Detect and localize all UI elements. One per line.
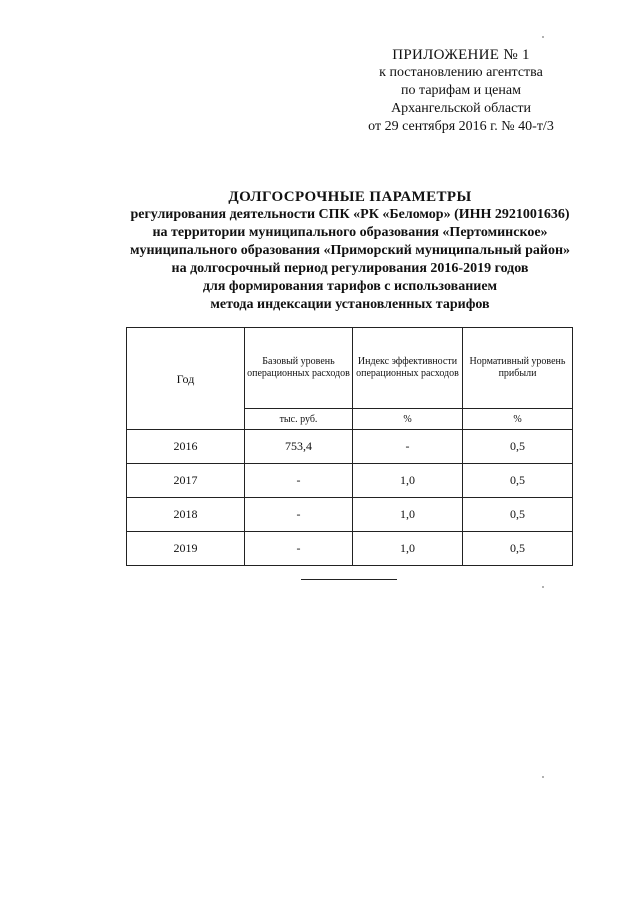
heading-line: регулирования деятельности СПК «РК «Беломор» (ИНН 2921001636)	[130, 207, 570, 222]
unit-normative-profit: %	[463, 409, 573, 430]
cell-normative-profit: 0,5	[463, 532, 573, 566]
document-title: ДОЛГОСРОЧНЫЕ ПАРАМЕТРЫ	[228, 189, 472, 205]
table-row	[127, 464, 573, 498]
parameters-table	[126, 327, 573, 566]
heading-line: метода индексации установленных тарифов	[210, 297, 490, 312]
cell-efficiency-index: 1,0	[353, 498, 463, 532]
appendix-title: ПРИЛОЖЕНИЕ № 1	[392, 47, 530, 63]
table-row	[127, 532, 573, 566]
column-header-base-opex: Базовый уровень операционных расходов	[245, 328, 353, 409]
cell-normative-profit: 0,5	[463, 498, 573, 532]
cell-efficiency-index: 1,0	[353, 532, 463, 566]
column-header-efficiency-index: Индекс эффективности операционных расходов	[353, 328, 463, 409]
closing-rule	[301, 579, 397, 580]
cell-year: 2017	[127, 464, 245, 498]
cell-year: 2018	[127, 498, 245, 532]
column-header-year: Год	[127, 328, 245, 430]
cell-year: 2016	[127, 430, 245, 464]
heading-line: на территории муниципального образования «Пертоминское»	[152, 225, 548, 240]
document-heading	[90, 188, 610, 314]
cell-base-opex: -	[245, 532, 353, 566]
table-row	[127, 430, 573, 464]
table-header-row	[127, 328, 573, 409]
appendix-block	[330, 46, 592, 136]
unit-efficiency-index: %	[353, 409, 463, 430]
scan-speck	[542, 36, 544, 38]
heading-line: на долгосрочный период регулирования 2016-2019 годов	[171, 261, 529, 276]
appendix-line: к постановлению агентства	[379, 65, 543, 80]
appendix-line: по тарифам и ценам	[401, 83, 521, 98]
scan-speck	[542, 586, 544, 588]
scan-speck	[542, 776, 544, 778]
unit-base-opex: тыс. руб.	[245, 409, 353, 430]
cell-base-opex: 753,4	[245, 430, 353, 464]
cell-base-opex: -	[245, 498, 353, 532]
appendix-line: от 29 сентября 2016 г. № 40-т/3	[368, 119, 554, 134]
cell-year: 2019	[127, 532, 245, 566]
table-row	[127, 498, 573, 532]
heading-line: муниципального образования «Приморский муниципальный район»	[129, 243, 571, 258]
heading-line: для формирования тарифов с использованием	[202, 279, 498, 294]
cell-base-opex: -	[245, 464, 353, 498]
cell-efficiency-index: 1,0	[353, 464, 463, 498]
cell-efficiency-index: -	[353, 430, 463, 464]
cell-normative-profit: 0,5	[463, 464, 573, 498]
column-header-normative-profit: Нормативный уровень прибыли	[463, 328, 573, 409]
cell-normative-profit: 0,5	[463, 430, 573, 464]
appendix-line: Архангельской области	[391, 101, 531, 116]
